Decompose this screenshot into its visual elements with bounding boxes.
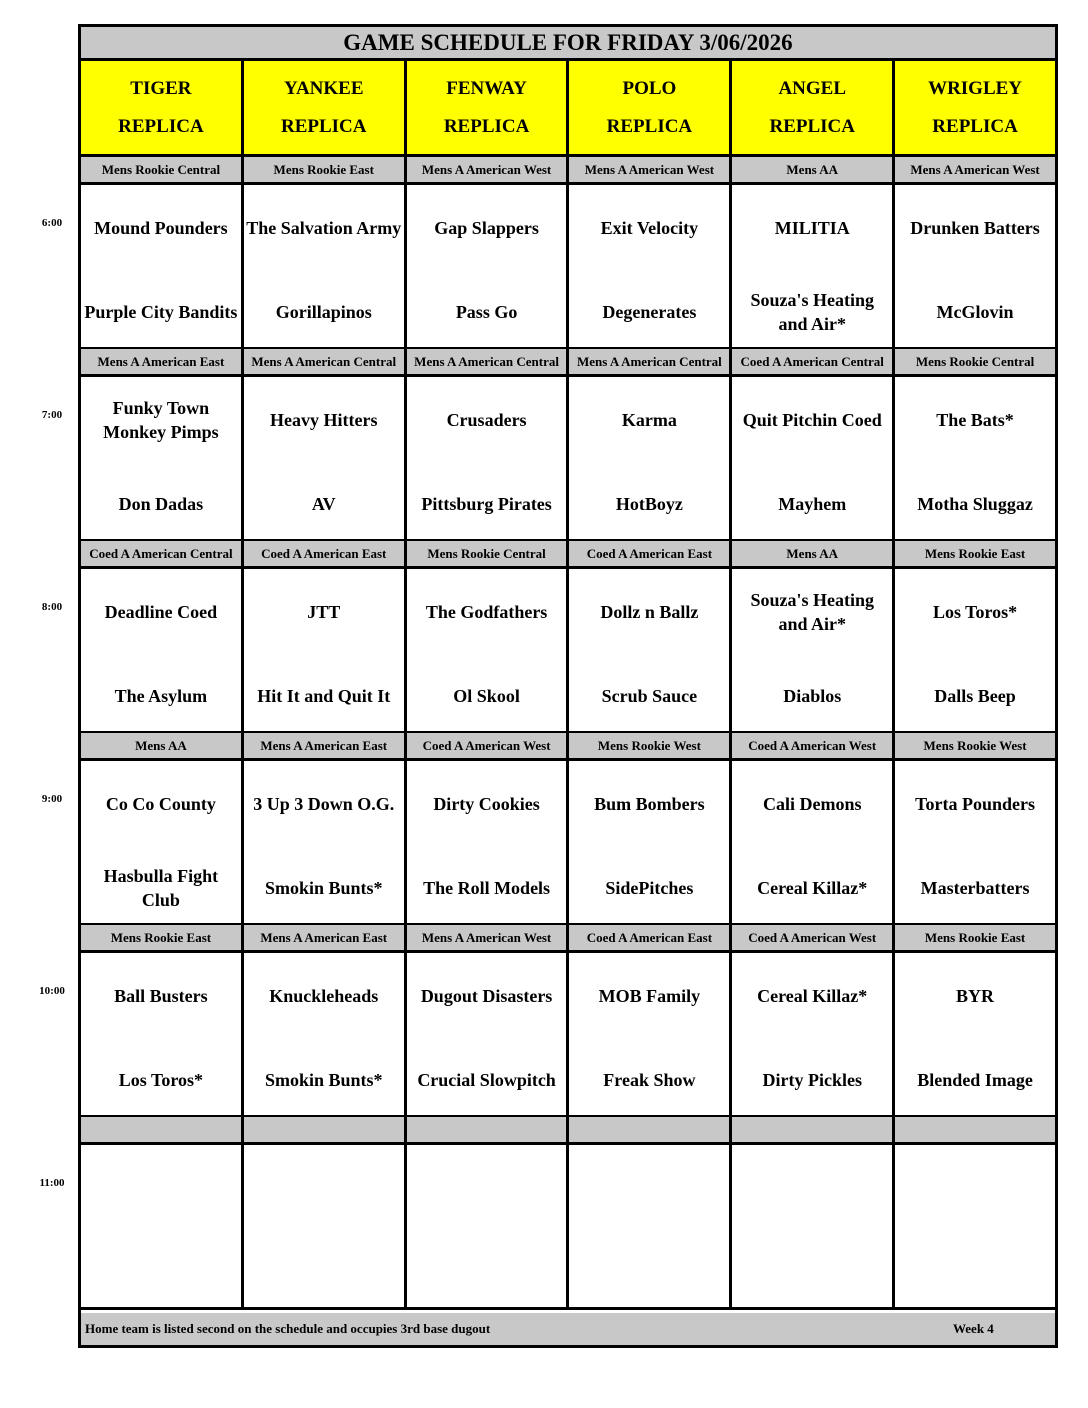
- home-team: Blended Image: [917, 1070, 1033, 1090]
- division-label: Mens A American West: [569, 157, 732, 182]
- away-team: Cereal Killaz*: [757, 986, 868, 1006]
- home-team: [571, 1244, 727, 1300]
- field-header: [732, 61, 895, 154]
- division-label: Coed A American West: [407, 733, 570, 758]
- footer-note: Home team is listed second on the schedule and occupies 3rd base dugout: [85, 1321, 491, 1336]
- game-cell: [895, 953, 1055, 1115]
- away-team: [246, 1160, 402, 1216]
- game-row: [81, 569, 1055, 734]
- division-label: Mens Rookie East: [895, 541, 1055, 566]
- game-cell: [732, 1145, 895, 1307]
- away-team: The Bats*: [936, 410, 1014, 430]
- time-label: 11:00: [39, 1177, 65, 1189]
- division-label: Mens A American West: [407, 925, 570, 950]
- division-label: Coed A American Central: [81, 541, 244, 566]
- time-label: 6:00: [41, 217, 63, 229]
- away-team: Exit Velocity: [600, 218, 699, 238]
- game-cell: [732, 377, 895, 539]
- division-label: [895, 1117, 1055, 1142]
- field-name: TIGER: [130, 77, 192, 99]
- field-header: [895, 61, 1055, 154]
- game-cell: [569, 1145, 732, 1307]
- game-cell: [895, 569, 1055, 731]
- game-cell: [407, 377, 570, 539]
- division-label: [244, 1117, 407, 1142]
- away-team: 3 Up 3 Down O.G.: [253, 794, 395, 814]
- away-team: BYR: [956, 986, 995, 1006]
- away-team: [83, 1160, 239, 1216]
- game-cell: [407, 569, 570, 731]
- home-team: [83, 1244, 239, 1300]
- division-label: Coed A American East: [244, 541, 407, 566]
- division-label: Mens Rookie East: [895, 925, 1055, 950]
- home-team: Ol Skool: [453, 686, 520, 706]
- away-team: Karma: [621, 410, 677, 430]
- game-cell: [732, 569, 895, 731]
- home-team: Smokin Bunts*: [264, 878, 383, 898]
- field-name: POLO: [622, 77, 677, 99]
- game-cell: [732, 185, 895, 347]
- division-label: [732, 1117, 895, 1142]
- division-label: Coed A American East: [569, 541, 732, 566]
- game-cell: [244, 569, 407, 731]
- away-team: Dirty Cookies: [433, 794, 540, 814]
- game-cell: [244, 953, 407, 1115]
- division-label: Coed A American West: [732, 733, 895, 758]
- away-team: Drunken Batters: [910, 218, 1040, 238]
- away-team: Co Co County: [105, 794, 216, 814]
- field-header-row: [81, 61, 1055, 157]
- division-label: [569, 1117, 732, 1142]
- division-row: [81, 157, 1055, 185]
- division-label: Mens A American East: [81, 349, 244, 374]
- home-team: Masterbatters: [920, 878, 1030, 898]
- field-type: REPLICA: [769, 115, 855, 137]
- away-team: The Godfathers: [425, 602, 548, 622]
- division-label: Mens Rookie East: [244, 157, 407, 182]
- game-cell: [569, 377, 732, 539]
- away-team: JTT: [307, 602, 341, 622]
- home-team: [734, 1244, 890, 1300]
- home-team: Scrub Sauce: [601, 686, 698, 706]
- away-team: Dugout Disasters: [420, 986, 553, 1006]
- division-label: Mens AA: [732, 541, 895, 566]
- game-row: [81, 377, 1055, 542]
- division-label: Mens Rookie Central: [895, 349, 1055, 374]
- home-team: Degenerates: [602, 302, 697, 322]
- field-type: REPLICA: [443, 115, 530, 137]
- game-cell: [569, 185, 732, 347]
- away-team: [897, 1160, 1053, 1216]
- field-name: ANGEL: [778, 77, 847, 99]
- game-row: [81, 761, 1055, 926]
- game-cell: [732, 953, 895, 1115]
- away-team: Torta Pounders: [915, 794, 1035, 814]
- home-team: [246, 1244, 402, 1300]
- away-team: Bum Bombers: [594, 794, 705, 814]
- away-team: Deadline Coed: [104, 602, 218, 622]
- division-label: Mens A American Central: [244, 349, 407, 374]
- home-team: Smokin Bunts*: [264, 1070, 383, 1090]
- game-row: [81, 185, 1055, 350]
- away-team: The Salvation Army: [246, 218, 402, 238]
- division-label: Mens A American Central: [569, 349, 732, 374]
- time-label: 8:00: [41, 601, 63, 613]
- away-team: Mound Pounders: [94, 218, 228, 238]
- division-label: Mens Rookie West: [569, 733, 732, 758]
- home-team: Pittsburg Pirates: [421, 494, 552, 514]
- game-row: [81, 953, 1055, 1118]
- page-title: GAME SCHEDULE FOR FRIDAY 3/06/2026: [81, 27, 1055, 61]
- division-label: Coed A American Central: [732, 349, 895, 374]
- game-cell: [895, 377, 1055, 539]
- game-cell: [569, 761, 732, 923]
- field-type: REPLICA: [280, 115, 367, 137]
- game-row: [81, 1145, 1055, 1310]
- away-team: [571, 1160, 727, 1216]
- game-cell: [81, 761, 244, 923]
- week-label: Week 4: [953, 1321, 994, 1336]
- home-team: SidePitches: [605, 878, 694, 898]
- schedule-sheet: [78, 24, 1058, 1348]
- home-team: Purple City Bandits: [84, 302, 238, 322]
- field-type: REPLICA: [118, 115, 204, 137]
- division-label: Mens Rookie Central: [407, 541, 570, 566]
- away-team: MOB Family: [598, 986, 701, 1006]
- division-label: Mens A American East: [244, 925, 407, 950]
- home-team: Cereal Killaz*: [757, 878, 868, 898]
- home-team: Dirty Pickles: [762, 1070, 862, 1090]
- division-label: Mens A American West: [895, 157, 1055, 182]
- division-label: Mens Rookie East: [81, 925, 244, 950]
- field-header: [244, 61, 407, 154]
- home-team: The Asylum: [114, 686, 208, 706]
- away-team: Cali Demons: [762, 794, 862, 814]
- away-team: Knuckleheads: [269, 986, 379, 1006]
- home-team: HotBoyz: [615, 494, 683, 514]
- game-cell: [407, 953, 570, 1115]
- game-cell: [569, 569, 732, 731]
- time-label: 10:00: [39, 985, 65, 997]
- game-cell: [81, 953, 244, 1115]
- division-row: [81, 349, 1055, 377]
- home-team: Mayhem: [778, 494, 847, 514]
- game-cell: [81, 185, 244, 347]
- away-team: Dollz n Ballz: [600, 602, 699, 622]
- division-label: Mens A American Central: [407, 349, 570, 374]
- division-label: Coed A American East: [569, 925, 732, 950]
- game-cell: [81, 569, 244, 731]
- game-cell: [407, 185, 570, 347]
- field-header: [569, 61, 732, 154]
- field-header: [81, 61, 244, 154]
- home-team: Gorillapinos: [275, 302, 372, 322]
- game-cell: [895, 1145, 1055, 1307]
- field-name: FENWAY: [446, 77, 527, 99]
- game-cell: [569, 953, 732, 1115]
- game-cell: [407, 1145, 570, 1307]
- home-team: Pass Go: [455, 302, 518, 322]
- game-cell: [244, 185, 407, 347]
- home-team: The Roll Models: [423, 878, 551, 898]
- home-team: AV: [311, 494, 336, 514]
- field-name: YANKEE: [283, 77, 364, 99]
- division-row: [81, 1117, 1055, 1145]
- division-row: [81, 733, 1055, 761]
- footer-bar: [81, 1313, 1055, 1345]
- field-type: REPLICA: [606, 115, 693, 137]
- away-team: Heavy Hitters: [270, 410, 378, 430]
- away-team: Los Toros*: [932, 602, 1018, 622]
- away-team: Souza's Heating and Air*: [750, 590, 874, 634]
- field-header: [407, 61, 570, 154]
- away-team: MILITIA: [774, 218, 850, 238]
- game-cell: [732, 761, 895, 923]
- home-team: Dalls Beep: [934, 686, 1016, 706]
- division-label: Mens AA: [732, 157, 895, 182]
- field-type: REPLICA: [932, 115, 1018, 137]
- away-team: Ball Busters: [114, 986, 208, 1006]
- home-team: Motha Sluggaz: [917, 494, 1033, 514]
- division-label: Coed A American West: [732, 925, 895, 950]
- game-cell: [244, 377, 407, 539]
- division-label: Mens AA: [81, 733, 244, 758]
- game-cell: [81, 377, 244, 539]
- game-cell: [895, 761, 1055, 923]
- away-team: Crusaders: [446, 410, 527, 430]
- home-team: Hasbulla Fight Club: [103, 866, 219, 910]
- away-team: Funky Town Monkey Pimps: [103, 398, 219, 442]
- home-team: [897, 1244, 1053, 1300]
- division-label: Mens A American West: [407, 157, 570, 182]
- game-cell: [895, 185, 1055, 347]
- home-team: Crucial Slowpitch: [417, 1070, 556, 1090]
- away-team: Gap Slappers: [434, 218, 539, 238]
- game-cell: [244, 1145, 407, 1307]
- game-cell: [81, 1145, 244, 1307]
- game-cell: [244, 761, 407, 923]
- division-label: [81, 1117, 244, 1142]
- field-name: WRIGLEY: [928, 77, 1023, 99]
- away-team: Quit Pitchin Coed: [742, 410, 882, 430]
- division-label: Mens Rookie Central: [81, 157, 244, 182]
- away-team: [734, 1160, 890, 1216]
- game-cell: [407, 761, 570, 923]
- division-label: Mens A American East: [244, 733, 407, 758]
- home-team: Diablos: [783, 686, 842, 706]
- home-team: Hit It and Quit It: [257, 686, 391, 706]
- division-label: Mens Rookie West: [895, 733, 1055, 758]
- home-team: [409, 1244, 565, 1300]
- division-row: [81, 925, 1055, 953]
- time-label: 7:00: [41, 409, 63, 421]
- division-label: [407, 1117, 570, 1142]
- home-team: Freak Show: [603, 1070, 696, 1090]
- home-team: Don Dadas: [118, 494, 204, 514]
- away-team: [409, 1160, 565, 1216]
- home-team: McGlovin: [936, 302, 1014, 322]
- time-label: 9:00: [41, 793, 63, 805]
- home-team: Los Toros*: [118, 1070, 204, 1090]
- division-row: [81, 541, 1055, 569]
- home-team: Souza's Heating and Air*: [750, 290, 874, 334]
